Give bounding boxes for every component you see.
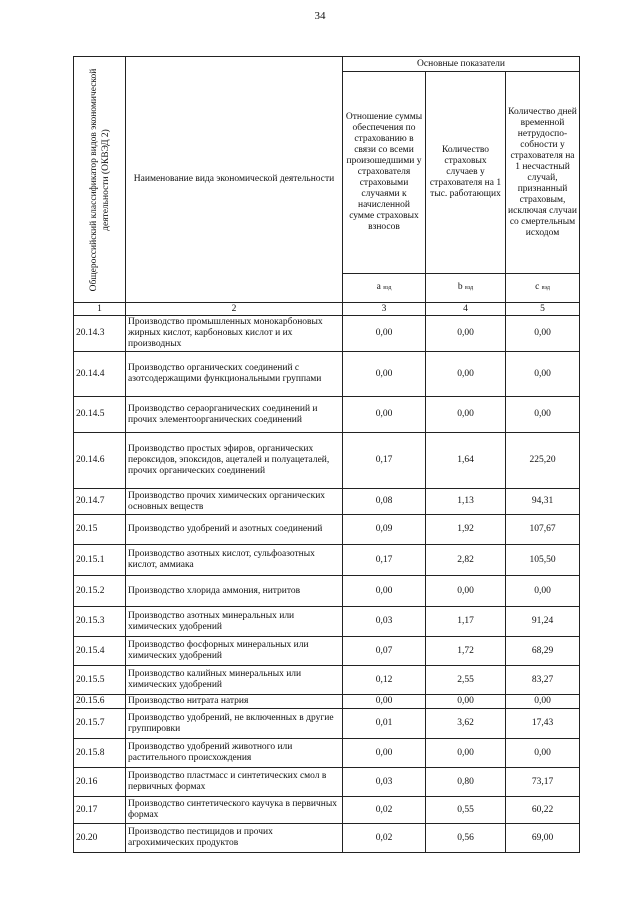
row-activity-name: Производство удобрений, не включенных в другие группировки bbox=[126, 709, 343, 739]
row-activity-name: Производство удобрений животного или растительного происхождения bbox=[126, 739, 343, 768]
row-activity-name: Производство пластмасс и синтетических смол в первичных формах bbox=[126, 768, 343, 797]
row-code: 20.15.6 bbox=[74, 695, 126, 709]
row-activity-name: Производство органических соединений с азотсодержащими функциональными группами bbox=[126, 352, 343, 397]
header-symbol-b: b вэд bbox=[426, 274, 506, 303]
row-code: 20.14.7 bbox=[74, 489, 126, 515]
table-row bbox=[74, 768, 580, 797]
row-value-a: 0,01 bbox=[343, 709, 426, 739]
row-code: 20.14.5 bbox=[74, 397, 126, 433]
row-value-c: 91,24 bbox=[506, 607, 580, 637]
row-code: 20.15.2 bbox=[74, 576, 126, 607]
row-code: 20.15.5 bbox=[74, 666, 126, 695]
table-row bbox=[74, 797, 580, 824]
header-okved-label: Общероссийский классификатор видов экономической деятельности (ОКВЭД 2) bbox=[88, 68, 111, 291]
row-activity-name: Производство удобрений и азотных соединений bbox=[126, 515, 343, 545]
row-value-c: 60,22 bbox=[506, 797, 580, 824]
row-value-c: 105,50 bbox=[506, 545, 580, 576]
header-symbol-c: с вэд bbox=[506, 274, 580, 303]
row-value-a: 0,00 bbox=[343, 352, 426, 397]
row-value-c: 73,17 bbox=[506, 768, 580, 797]
table-row bbox=[74, 666, 580, 695]
row-value-b: 0,80 bbox=[426, 768, 506, 797]
row-activity-name: Производство хлорида аммония, нитритов bbox=[126, 576, 343, 607]
row-value-a: 0,17 bbox=[343, 545, 426, 576]
row-value-a: 0,00 bbox=[343, 397, 426, 433]
row-value-c: 0,00 bbox=[506, 695, 580, 709]
indicators-table bbox=[73, 56, 580, 853]
row-value-c: 69,00 bbox=[506, 824, 580, 853]
col-number-5: 5 bbox=[506, 303, 580, 316]
header-main-indicators: Основные показатели bbox=[343, 57, 580, 72]
row-value-b: 2,55 bbox=[426, 666, 506, 695]
row-value-c: 0,00 bbox=[506, 316, 580, 352]
table-row bbox=[74, 824, 580, 853]
header-col-a: Отношение суммы обеспечения по страхованию в связи со всеми произошедшими у страхователя страховыми случаями к начисленной сумме страховых взносов bbox=[343, 72, 426, 274]
row-value-a: 0,03 bbox=[343, 607, 426, 637]
row-value-b: 1,72 bbox=[426, 637, 506, 666]
row-code: 20.15.8 bbox=[74, 739, 126, 768]
row-code: 20.14.4 bbox=[74, 352, 126, 397]
row-value-a: 0,00 bbox=[343, 739, 426, 768]
row-value-c: 0,00 bbox=[506, 397, 580, 433]
row-code: 20.15 bbox=[74, 515, 126, 545]
row-value-b: 1,17 bbox=[426, 607, 506, 637]
row-value-c: 225,20 bbox=[506, 433, 580, 489]
row-code: 20.16 bbox=[74, 768, 126, 797]
row-value-c: 17,43 bbox=[506, 709, 580, 739]
row-value-b: 2,82 bbox=[426, 545, 506, 576]
row-value-c: 83,27 bbox=[506, 666, 580, 695]
row-activity-name: Производство синтетического каучука в первичных формах bbox=[126, 797, 343, 824]
row-value-b: 1,13 bbox=[426, 489, 506, 515]
page-number: 34 bbox=[314, 10, 326, 22]
row-code: 20.20 bbox=[74, 824, 126, 853]
row-activity-name: Производство прочих химических органических основных веществ bbox=[126, 489, 343, 515]
row-value-b: 0,00 bbox=[426, 739, 506, 768]
row-value-a: 0,09 bbox=[343, 515, 426, 545]
row-value-a: 0,08 bbox=[343, 489, 426, 515]
col-number-4: 4 bbox=[426, 303, 506, 316]
row-value-a: 0,03 bbox=[343, 768, 426, 797]
row-activity-name: Производство фосфорных минеральных или химических удобрений bbox=[126, 637, 343, 666]
row-value-b: 0,00 bbox=[426, 316, 506, 352]
table-row bbox=[74, 316, 580, 352]
row-activity-name: Производство азотных минеральных или химических удобрений bbox=[126, 607, 343, 637]
row-activity-name: Производство нитрата натрия bbox=[126, 695, 343, 709]
table-row bbox=[74, 515, 580, 545]
table-row bbox=[74, 739, 580, 768]
row-value-c: 107,67 bbox=[506, 515, 580, 545]
table-row bbox=[74, 545, 580, 576]
row-activity-name: Производство простых эфиров, органических пероксидов, эпоксидов, ацеталей и полуацеталей, прочих органических соединений bbox=[126, 433, 343, 489]
table-row bbox=[74, 695, 580, 709]
row-activity-name: Производство калийных минеральных или химических удобрений bbox=[126, 666, 343, 695]
row-value-a: 0,17 bbox=[343, 433, 426, 489]
table-row bbox=[74, 489, 580, 515]
header-col-c: Количество дней временной нетрудоспо-собности у страхователя на 1 несчастный случай, признанный страховым, исключая случаи со смертельным исходом bbox=[506, 72, 580, 274]
col-number-2: 2 bbox=[126, 303, 343, 316]
table-row bbox=[74, 637, 580, 666]
row-value-a: 0,00 bbox=[343, 316, 426, 352]
row-code: 20.15.1 bbox=[74, 545, 126, 576]
row-code: 20.15.7 bbox=[74, 709, 126, 739]
row-value-c: 0,00 bbox=[506, 576, 580, 607]
row-code: 20.15.4 bbox=[74, 637, 126, 666]
row-value-a: 0,07 bbox=[343, 637, 426, 666]
row-value-b: 0,00 bbox=[426, 397, 506, 433]
row-value-b: 0,00 bbox=[426, 576, 506, 607]
row-value-a: 0,00 bbox=[343, 576, 426, 607]
row-value-b: 0,55 bbox=[426, 797, 506, 824]
header-symbol-a: а вэд bbox=[343, 274, 426, 303]
row-value-a: 0,02 bbox=[343, 797, 426, 824]
row-activity-name: Производство пестицидов и прочих агрохимических продуктов bbox=[126, 824, 343, 853]
header-col-b: Количество страховых случаев у страхователя на 1 тыс. работающих bbox=[426, 72, 506, 274]
row-value-b: 0,56 bbox=[426, 824, 506, 853]
row-code: 20.17 bbox=[74, 797, 126, 824]
row-value-c: 0,00 bbox=[506, 352, 580, 397]
col-number-1: 1 bbox=[74, 303, 126, 316]
row-activity-name: Производство азотных кислот, сульфоазотных кислот, аммиака bbox=[126, 545, 343, 576]
table-row bbox=[74, 352, 580, 397]
row-value-a: 0,02 bbox=[343, 824, 426, 853]
row-value-c: 0,00 bbox=[506, 739, 580, 768]
table-row bbox=[74, 576, 580, 607]
row-code: 20.14.6 bbox=[74, 433, 126, 489]
row-value-c: 68,29 bbox=[506, 637, 580, 666]
col-number-3: 3 bbox=[343, 303, 426, 316]
row-value-b: 1,92 bbox=[426, 515, 506, 545]
table-row bbox=[74, 397, 580, 433]
row-code: 20.14.3 bbox=[74, 316, 126, 352]
row-activity-name: Производство промышленных монокарбоновых жирных кислот, карбоновых кислот и их производных bbox=[126, 316, 343, 352]
table-row bbox=[74, 607, 580, 637]
row-value-c: 94,31 bbox=[506, 489, 580, 515]
row-value-b: 1,64 bbox=[426, 433, 506, 489]
row-value-b: 3,62 bbox=[426, 709, 506, 739]
row-activity-name: Производство сераорганических соединений и прочих элементоорганических соединений bbox=[126, 397, 343, 433]
row-value-b: 0,00 bbox=[426, 695, 506, 709]
row-value-a: 0,12 bbox=[343, 666, 426, 695]
header-okved bbox=[74, 57, 126, 303]
header-activity-name: Наименование вида экономической деятельности bbox=[126, 57, 343, 303]
table-row bbox=[74, 709, 580, 739]
row-value-a: 0,00 bbox=[343, 695, 426, 709]
table-row bbox=[74, 433, 580, 489]
row-code: 20.15.3 bbox=[74, 607, 126, 637]
row-value-b: 0,00 bbox=[426, 352, 506, 397]
